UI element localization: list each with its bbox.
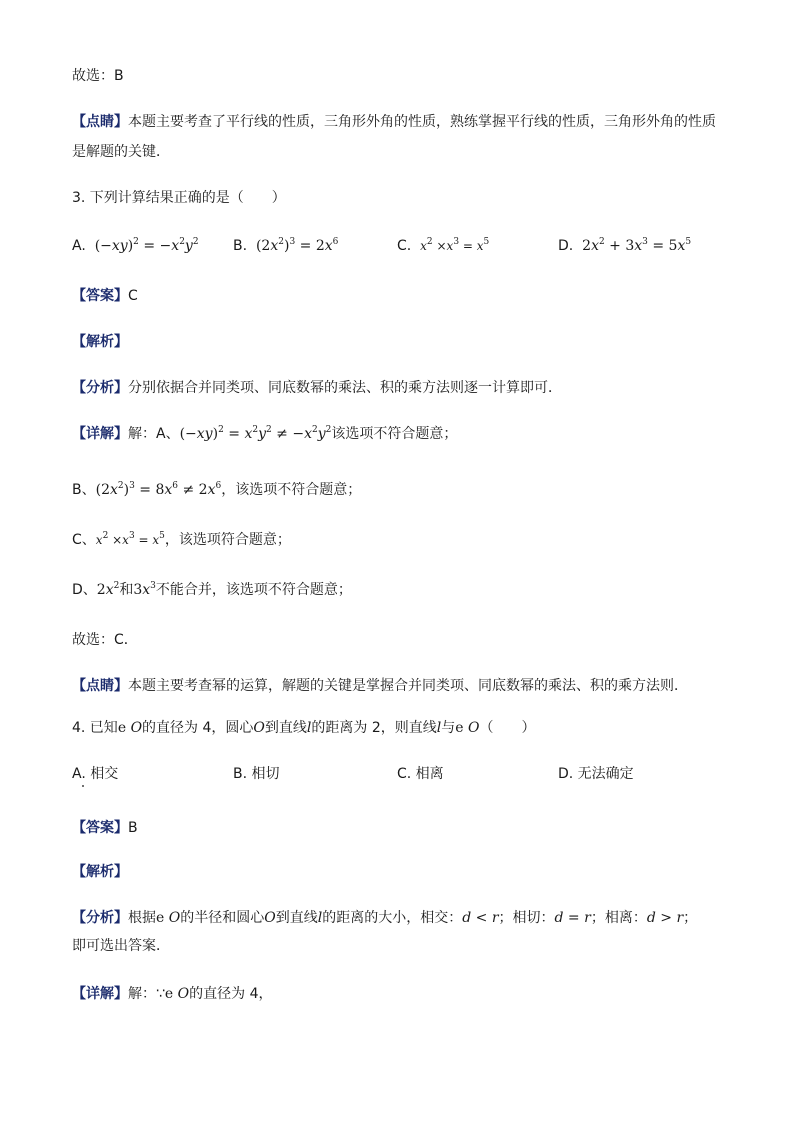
q4-analysis-cont: 即可选出答案． — [72, 938, 170, 954]
q3-analysis: 【分析】分别依据合并同类项、同底数幂的乘法、积的乘方法则逐一计算即可． — [72, 380, 562, 396]
q3-detail-b: B、$(2x^2)^3 = 8x^6 \ne 2x^6$，该选项不符合题意； — [72, 481, 362, 498]
question-4: 4. 已知e O的直径为 4，圆心O到直线l的距离为 2，则直线l与e O（ ） — [72, 720, 536, 736]
note-paragraph-cont: 是解题的关键． — [72, 144, 170, 160]
note-paragraph: 【点睛】本题主要考查了平行线的性质，三角形外角的性质，熟练掌握平行线的性质，三角形外角的性质 — [72, 114, 716, 130]
q4-analysis-heading: 【解析】 — [72, 864, 128, 880]
answer-conclusion: 故选：B — [72, 68, 124, 84]
q4-option-a: A. 相交 — [72, 766, 119, 782]
q4-option-d: D. 无法确定 — [558, 766, 634, 782]
q3-detail-c: C、$x^2 \times x^3 = x^5$，该选项符合题意； — [72, 531, 291, 548]
q4-answer: 【答案】B — [72, 820, 138, 836]
q4-option-b: B. 相切 — [233, 766, 280, 782]
q3-option-b: B. $(2x^2)^3 = 2x^6$ — [233, 237, 339, 254]
question-3: 3. 下列计算结果正确的是（ ） — [72, 190, 286, 206]
stray-dot — [82, 785, 84, 787]
q3-conclusion: 故选：C． — [72, 632, 138, 648]
q4-detail: 【详解】解：∵e O的直径为 4， — [72, 986, 273, 1002]
q3-option-a: A. $(-xy)^2 = -x^2y^2$ — [72, 237, 199, 254]
q3-answer: 【答案】C — [72, 288, 138, 304]
note-tag: 【点睛】 — [72, 114, 128, 130]
q4-option-c: C. 相离 — [397, 766, 444, 782]
q3-option-d: D. $2x^2 + 3x^3 = 5x^5$ — [558, 237, 692, 254]
q3-detail-a: 【详解】解：A、$(-xy)^2 = x^2y^2 \ne -x^2y^2$该选项不符合题意； — [72, 425, 458, 442]
q4-analysis: 【分析】根据e O的半径和圆心O到直线l的距离的大小，相交：d < r；相切：d = r；相离：d > r； — [72, 910, 698, 926]
q3-option-c: C. $x^2 \times x^3 = x^5$ — [397, 237, 490, 254]
q3-detail-d: D、$2x^2$和$3x^3$不能合并，该选项不符合题意； — [72, 581, 352, 598]
q3-note: 【点睛】本题主要考查幂的运算，解题的关键是掌握合并同类项、同底数幂的乘法、积的乘方法则． — [72, 678, 688, 694]
q3-analysis-heading: 【解析】 — [72, 334, 128, 350]
